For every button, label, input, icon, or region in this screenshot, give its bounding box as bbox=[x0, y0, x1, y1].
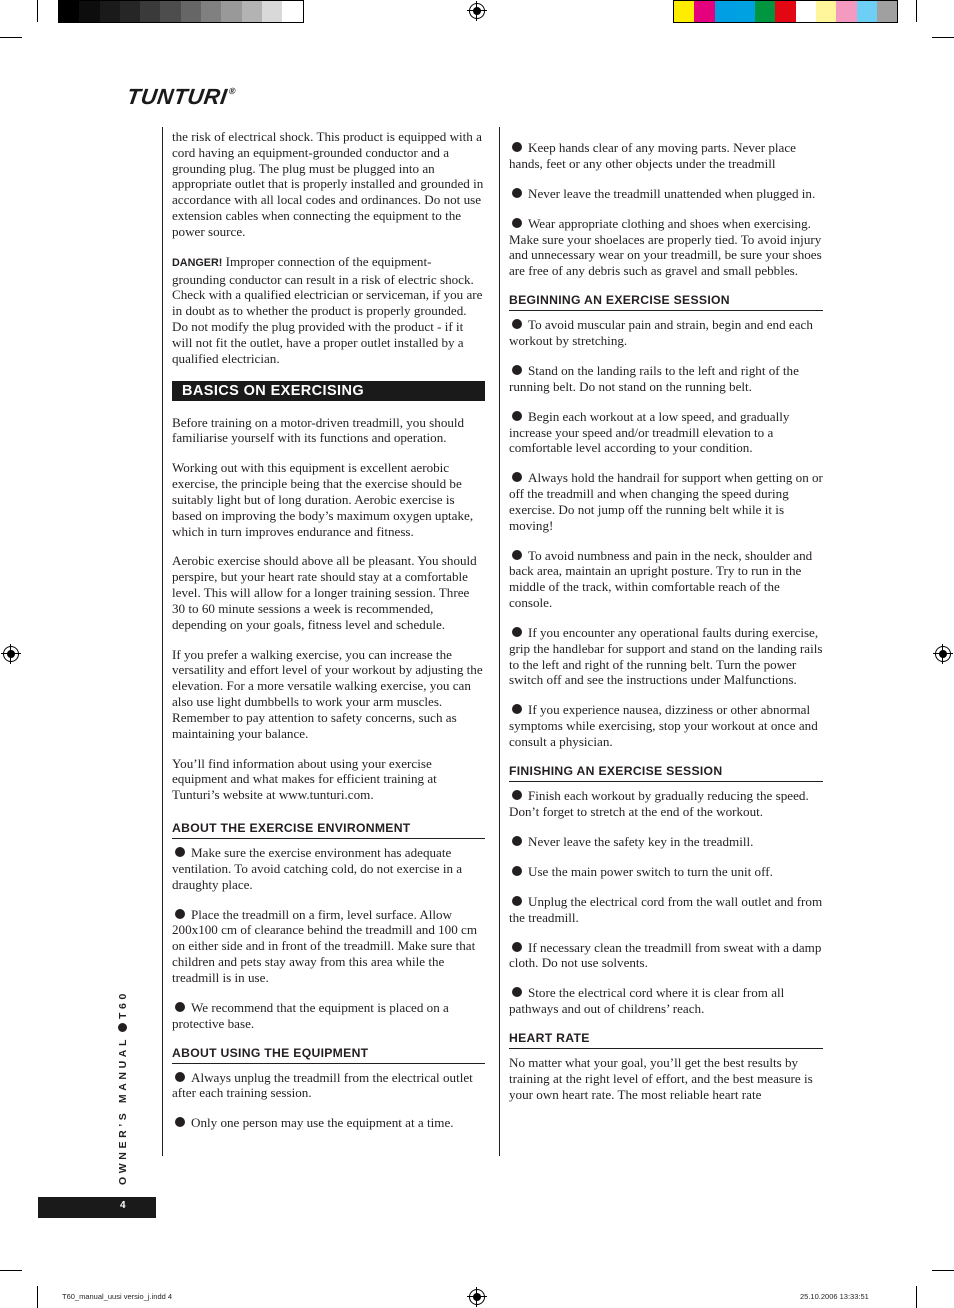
bullet-icon bbox=[175, 1072, 185, 1082]
owners-manual-label: OWNER’S MANUALT60 bbox=[117, 990, 129, 1185]
list-item: Make sure the exercise environment has adequate ventilation. To avoid catching cold, do not exercise in a draughty place. bbox=[172, 845, 463, 892]
bullet-icon bbox=[512, 319, 522, 329]
bullet-icon bbox=[512, 188, 522, 198]
bullet-icon bbox=[512, 550, 522, 560]
bullet-icon bbox=[512, 790, 522, 800]
gray-swatch bbox=[242, 1, 262, 22]
list-item: Keep hands clear of any moving parts. Never place hands, feet or any other objects under the treadmill bbox=[509, 140, 796, 171]
bullet-icon bbox=[512, 411, 522, 421]
date-slug: 25.10.2006 13:33:51 bbox=[800, 1292, 869, 1301]
gray-swatch bbox=[181, 1, 201, 22]
gray-swatch bbox=[79, 1, 99, 22]
bullet-icon bbox=[512, 836, 522, 846]
list-item: Place the treadmill on a firm, level surface. Allow 200x100 cm of clearance behind the treadmill and 100 cm on either side and in front of the treadmill. Make sure that children and pets stay away from this area while the treadmill is in use. bbox=[172, 906, 478, 985]
danger-paragraph: DANGER! Improper connection of the equipment-grounding conductor can result in a risk of electric shock. Check with a qualified electrician or serviceman, if you are in doubt as to whether the product is properly grounded. Do not modify the plug provided with the product - if it will not fit the outlet, have a proper outlet installed by a qualified electrician. bbox=[172, 253, 483, 366]
crop-mark bbox=[916, 1286, 917, 1308]
page-number: 4 bbox=[120, 1200, 126, 1211]
crop-mark bbox=[0, 37, 22, 38]
bullet-list bbox=[172, 1070, 485, 1132]
list-item: Begin each workout at a low speed, and gradually increase your speed and/or treadmill elevation to a comfortable level according to your condition. bbox=[509, 408, 790, 456]
list-item: Always hold the handrail for support when getting on or off the treadmill and when changing the speed during exercise. Do not jump off the running belt while it is moving! bbox=[509, 470, 823, 533]
color-swatch bbox=[836, 1, 856, 22]
list-item: Only one person may use the equipment at a time. bbox=[172, 1115, 485, 1131]
crop-mark bbox=[916, 0, 917, 22]
bullet-icon bbox=[512, 704, 522, 714]
color-swatch bbox=[877, 1, 897, 22]
gray-swatch bbox=[140, 1, 160, 22]
color-swatch bbox=[755, 1, 775, 22]
paragraph: If you prefer a walking exercise, you can increase the versatility and effort level of your workout by adjusting the elevation. For a more versatile walking exercise, you can also use light dumbbells to work your arm muscles. Remember to pay attention to safety concerns, such as maintaining your balance. bbox=[172, 646, 483, 741]
crop-mark bbox=[932, 1270, 954, 1271]
list-item: Never leave the treadmill unattended when plugged in. bbox=[509, 186, 823, 202]
crop-mark bbox=[0, 1270, 22, 1271]
file-slug: T60_manual_uusi versio_j.indd 4 bbox=[62, 1292, 173, 1301]
bullet-icon bbox=[175, 1117, 185, 1127]
process-color-bar bbox=[673, 0, 898, 23]
bullet-icon bbox=[175, 847, 185, 857]
list-item: To avoid muscular pain and strain, begin and end each workout by stretching. bbox=[509, 317, 813, 348]
crop-mark bbox=[37, 0, 38, 22]
registration-mark-icon bbox=[469, 1289, 485, 1305]
bullet-list bbox=[172, 845, 485, 1031]
crop-mark bbox=[37, 1286, 38, 1308]
subheading-beginning: BEGINNING AN EXERCISE SESSION bbox=[509, 293, 823, 311]
gray-swatch bbox=[262, 1, 282, 22]
color-swatch bbox=[857, 1, 877, 22]
bullet-icon bbox=[512, 866, 522, 876]
section-heading-basics: BASICS ON EXERCISING bbox=[172, 381, 485, 401]
bullet-list bbox=[509, 788, 823, 1017]
bullet-icon bbox=[512, 627, 522, 637]
paragraph: You’ll find information about using your exercise equipment and what makes for efficient training at Tunturi’s website at www.tunturi.com. bbox=[172, 755, 437, 803]
bullet-icon bbox=[512, 896, 522, 906]
color-swatch bbox=[694, 1, 714, 22]
page-number-box bbox=[38, 1197, 156, 1218]
bullet-list bbox=[509, 317, 823, 750]
crop-mark bbox=[932, 37, 954, 38]
paragraph: the risk of electrical shock. This product is equipped with a cord having an equipment-grounded conductor and a grounding plug. The plug must be plugged into an appropriate outlet that is properly installed and grounded in accordance with all local codes and ordinances. Do not use extension cables when connecting the equipment to the power source. bbox=[172, 129, 484, 239]
gray-swatch bbox=[160, 1, 180, 22]
paragraph: Before training on a motor-driven treadmill, you should familiarise yourself with its functions and operation. bbox=[172, 414, 465, 446]
gray-swatch bbox=[201, 1, 221, 22]
registration-mark-icon bbox=[469, 3, 485, 19]
list-item: Store the electrical cord where it is clear from all pathways and out of childrens’ reach. bbox=[509, 985, 785, 1017]
bullet-icon bbox=[175, 1002, 185, 1012]
subheading-environment: ABOUT THE EXERCISE ENVIRONMENT bbox=[172, 821, 485, 839]
list-item: Never leave the safety key in the treadmill. bbox=[509, 834, 823, 850]
tunturi-logo: TUNTURI® bbox=[125, 84, 237, 109]
gray-swatch bbox=[221, 1, 241, 22]
right-column bbox=[509, 140, 823, 1102]
registration-mark-icon bbox=[935, 646, 951, 662]
list-item: Finish each workout by gradually reducing the speed. Don’t forget to stretch at the end of the workout. bbox=[509, 787, 809, 819]
bullet-icon bbox=[512, 472, 522, 482]
side-divider bbox=[162, 127, 163, 1156]
column-divider bbox=[499, 127, 500, 1156]
bullet-list bbox=[509, 140, 823, 279]
color-swatch bbox=[796, 1, 816, 22]
color-swatch bbox=[735, 1, 755, 22]
bullet-icon bbox=[512, 142, 522, 152]
paragraph: No matter what your goal, you’ll get the best results by training at the right level of effort, and the best measure is your own heart rate. The most reliable heart rate bbox=[509, 1055, 813, 1102]
list-item: Stand on the landing rails to the left and right of the running belt. Do not stand on the running belt. bbox=[509, 362, 799, 394]
bullet-icon bbox=[512, 942, 522, 952]
left-column bbox=[172, 129, 485, 1145]
bullet-icon bbox=[512, 218, 522, 228]
gray-swatch bbox=[59, 1, 79, 22]
subheading-heart-rate: HEART RATE bbox=[509, 1031, 823, 1049]
paragraph: Aerobic exercise should above all be pleasant. You should perspire, but your heart rate should stay at a comfortable level. This will allow for a longer training session. Three 30 to 60 minute sessions a week is recommended, depending on your goals, fitness level and schedule. bbox=[172, 553, 477, 632]
list-item: Unplug the electrical cord from the wall outlet and from the treadmill. bbox=[509, 893, 823, 925]
list-item: Use the main power switch to turn the unit off. bbox=[509, 864, 823, 880]
color-swatch bbox=[775, 1, 795, 22]
bullet-icon bbox=[512, 365, 522, 375]
paragraph: Working out with this equipment is excellent aerobic exercise, the principle being that the exercise should be suitably light but of long duration. Aerobic exercise is based on improving the body’s maximum oxygen uptake, which in turn improves endurance and fitness. bbox=[172, 460, 474, 539]
color-swatch bbox=[715, 1, 735, 22]
registration-mark-icon bbox=[3, 646, 19, 662]
grayscale-color-bar bbox=[58, 0, 304, 23]
gray-swatch bbox=[282, 1, 302, 22]
danger-label: DANGER! bbox=[172, 256, 223, 269]
bullet-icon bbox=[175, 909, 185, 919]
subheading-using: ABOUT USING THE EQUIPMENT bbox=[172, 1046, 485, 1064]
gray-swatch bbox=[120, 1, 140, 22]
bullet-icon bbox=[512, 987, 522, 997]
list-item: If necessary clean the treadmill from sweat with a damp cloth. Do not use solvents. bbox=[509, 939, 822, 971]
color-swatch bbox=[674, 1, 694, 22]
subheading-finishing: FINISHING AN EXERCISE SESSION bbox=[509, 764, 823, 782]
color-swatch bbox=[816, 1, 836, 22]
list-item: To avoid numbness and pain in the neck, shoulder and back area, maintain an upright posture. Try to run in the middle of the track, within comfortable reach of the console. bbox=[509, 547, 813, 611]
list-item: If you encounter any operational faults during exercise, grip the handlebar for support and stand on the landing rails to the left and right of the running belt. Turn the power switch off and see the instructions under Malfunctions. bbox=[509, 625, 823, 688]
list-item: If you experience nausea, dizziness or other abnormal symptoms while exercising, stop your workout at once and consult a physician. bbox=[509, 702, 818, 749]
list-item: We recommend that the equipment is placed on a protective base. bbox=[172, 999, 449, 1031]
bullet-icon bbox=[118, 1023, 127, 1032]
gray-swatch bbox=[100, 1, 120, 22]
list-item: Wear appropriate clothing and shoes when exercising. Make sure your shoelaces are properly tied. To avoid injury and unnecessary wear on your treadmill, be sure your shoes are free of any debris such as gravel and small pebbles. bbox=[509, 215, 822, 279]
list-item: Always unplug the treadmill from the electrical outlet after each training session. bbox=[172, 1069, 473, 1101]
